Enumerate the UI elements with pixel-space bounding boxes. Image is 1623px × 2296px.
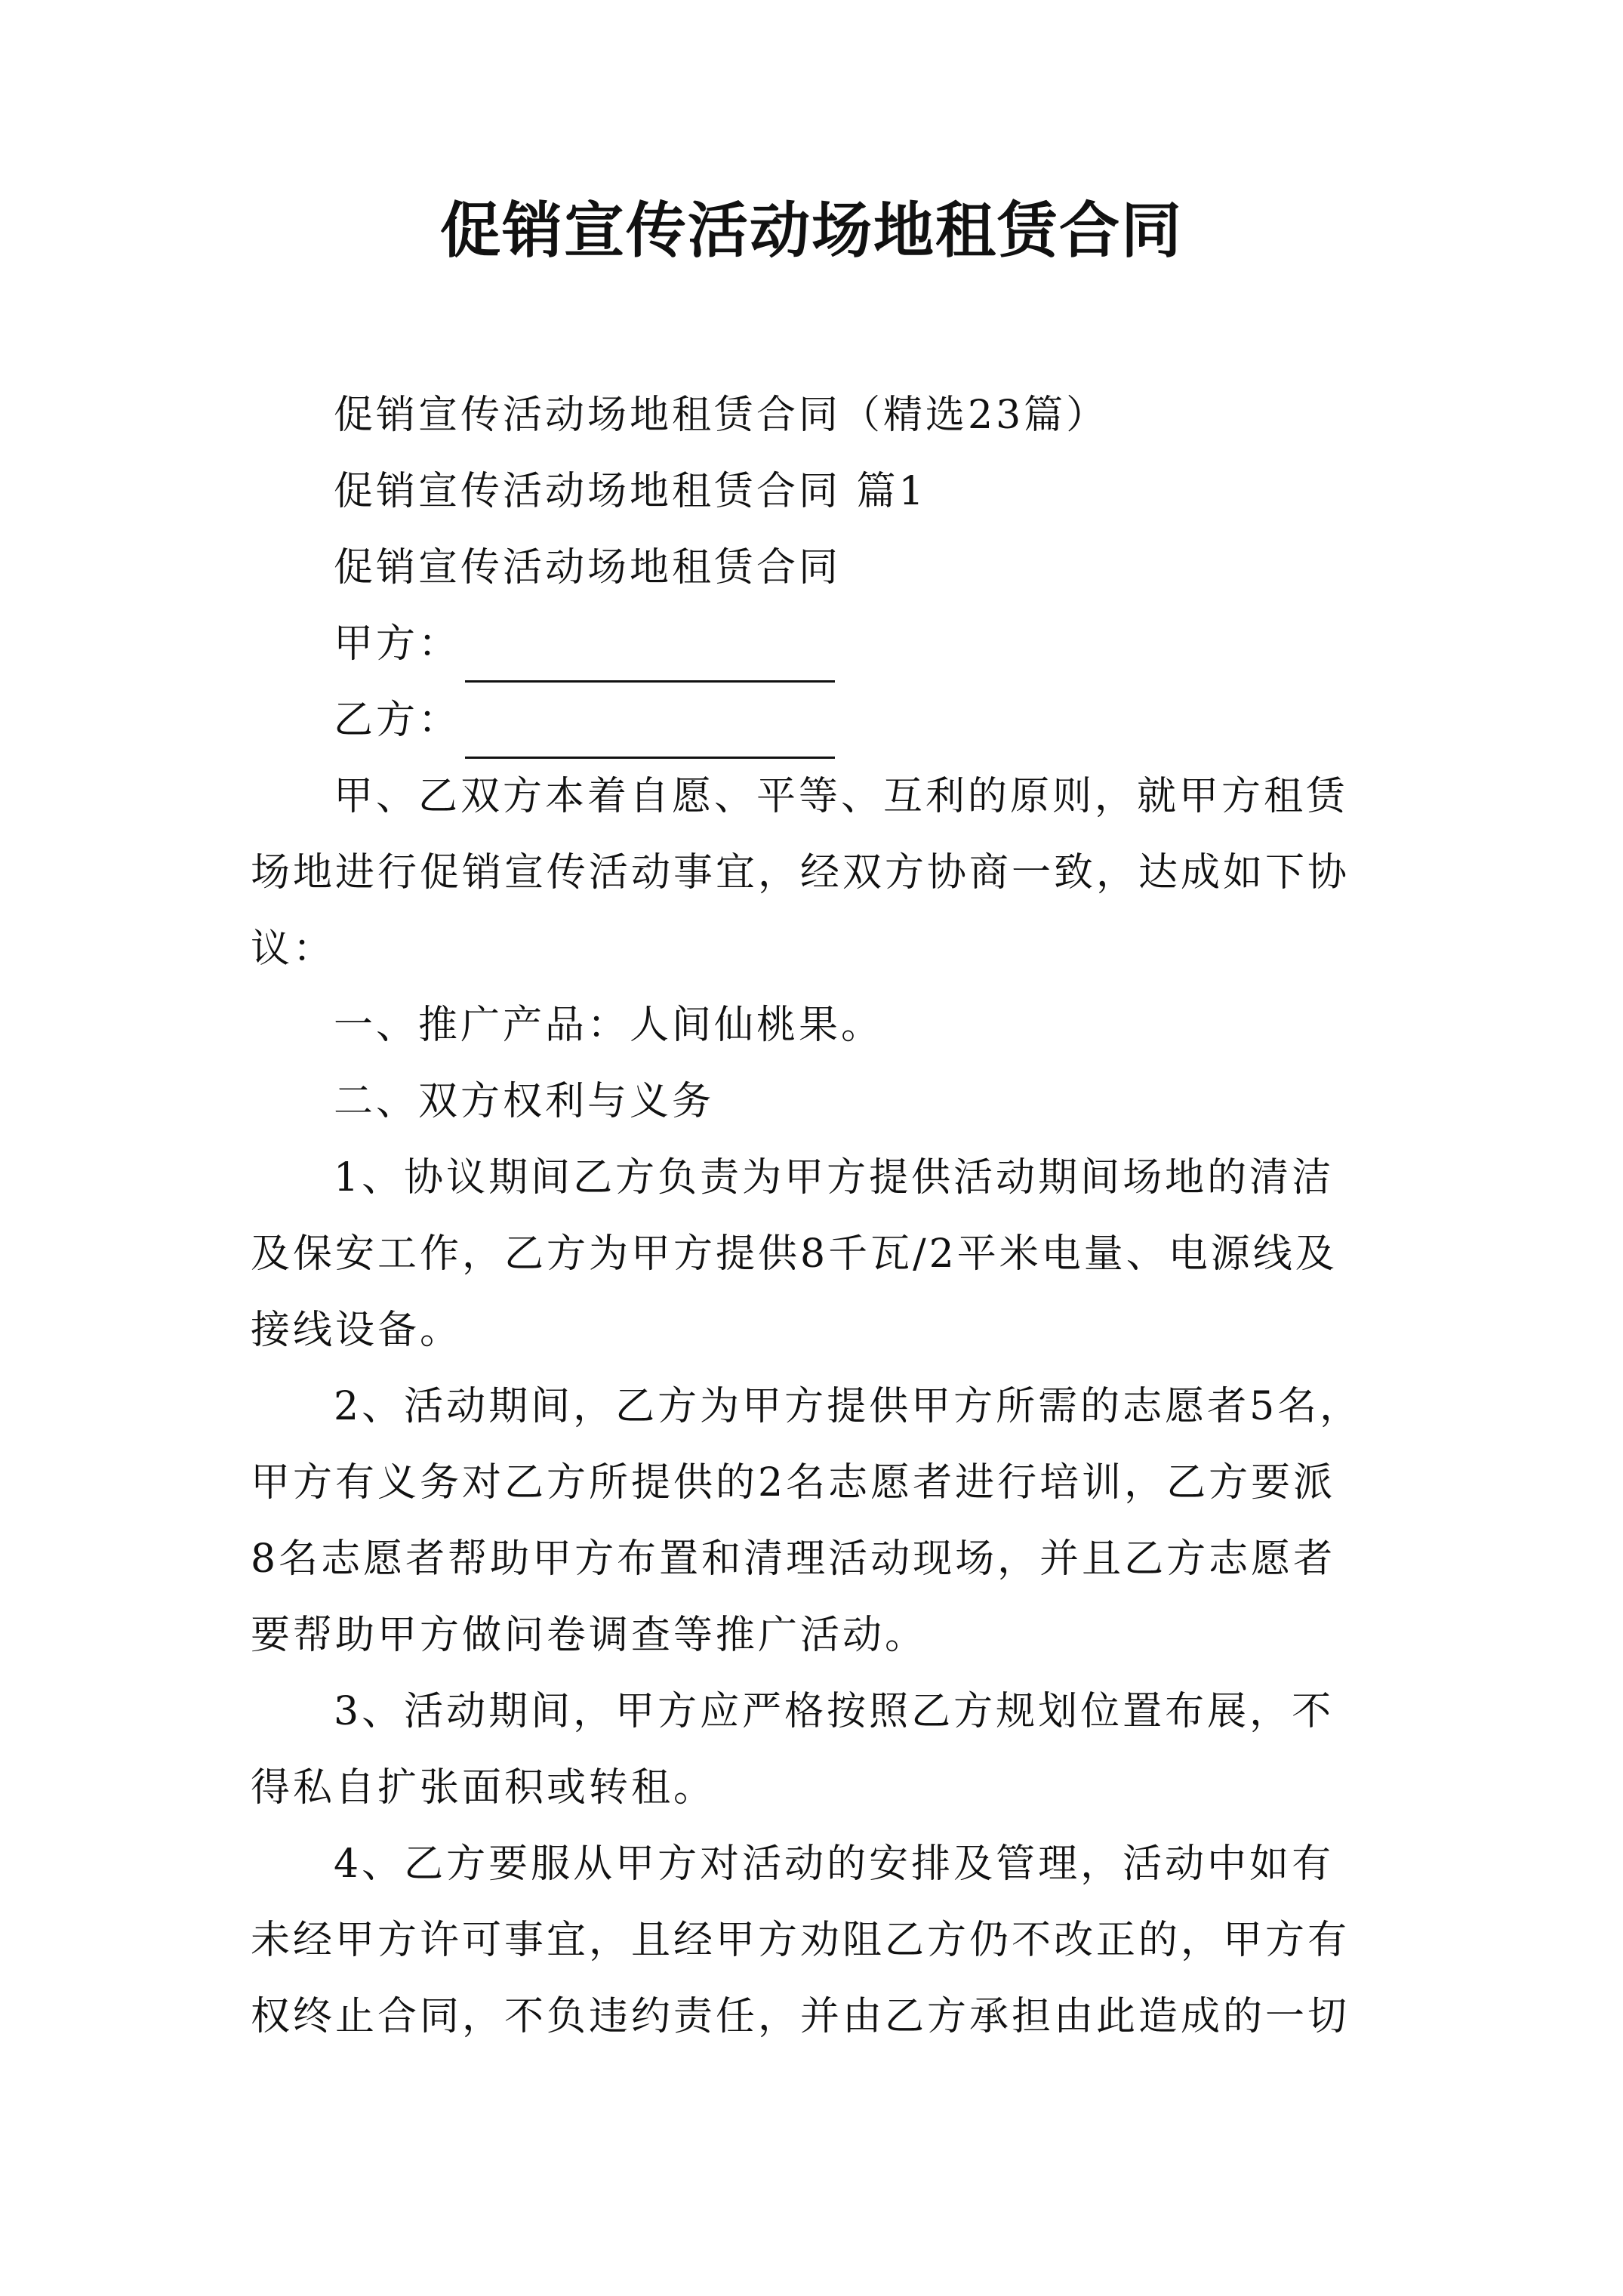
party-a-label: 甲方： [334, 621, 461, 667]
paragraph-line: 议： [251, 926, 336, 972]
party-b-label: 乙方： [334, 698, 461, 743]
paragraph-line: 要帮助甲方做问卷调查等推广活动。 [251, 1613, 928, 1658]
paragraph-line: 甲方有义务对乙方所提供的2名志愿者进行培训，乙方要派 [251, 1460, 1336, 1505]
paragraph-line: 及保安工作，乙方为甲方提供8千瓦/2平米电量、电源线及 [251, 1231, 1338, 1277]
party-a-blank [465, 635, 835, 683]
party-b-line [251, 683, 1383, 759]
document-body [251, 378, 1383, 2055]
paragraph-line: 得私自扩张面积或转租。 [251, 1765, 716, 1811]
paragraph-line: 场地进行促销宣传活动事宜，经双方协商一致，达成如下协 [251, 850, 1350, 895]
intro-line-article: 促销宣传活动场地租赁合同 篇1 [334, 469, 927, 514]
intro-line-contract-name: 促销宣传活动场地租赁合同 [334, 545, 842, 590]
document-title: 促销宣传活动场地租赁合同 [440, 195, 1183, 266]
paragraph-line: 3、活动期间，甲方应严格按照乙方规划位置布展，不 [334, 1689, 1335, 1734]
paragraph-line: 甲、乙双方本着自愿、平等、互利的原则，就甲方租赁 [334, 774, 1349, 819]
paragraph-line: 8名志愿者帮助甲方布置和清理活动现场，并且乙方志愿者 [251, 1536, 1336, 1582]
paragraph-line: 接线设备。 [251, 1308, 463, 1353]
intro-line-collection: 促销宣传活动场地租赁合同（精选23篇） [334, 393, 1109, 438]
party-b-blank [465, 711, 835, 759]
paragraph-line: 一、推广产品：人间仙桃果。 [334, 1003, 884, 1048]
paragraph-line: 4、乙方要服从甲方对活动的安排及管理，活动中如有 [334, 1841, 1335, 1887]
party-a-line [251, 606, 1383, 683]
paragraph-line: 1、协议期间乙方负责为甲方提供活动期间场地的清洁 [334, 1155, 1335, 1200]
paragraph-line: 未经甲方许可事宜，且经甲方劝阻乙方仍不改正的，甲方有 [251, 1918, 1350, 1963]
paragraph-line: 2、活动期间，乙方为甲方提供甲方所需的志愿者5名， [334, 1384, 1363, 1429]
paragraph-line: 二、双方权利与义务 [334, 1079, 715, 1124]
paragraph-line: 权终止合同，不负违约责任，并由乙方承担由此造成的一切 [251, 1994, 1350, 2039]
